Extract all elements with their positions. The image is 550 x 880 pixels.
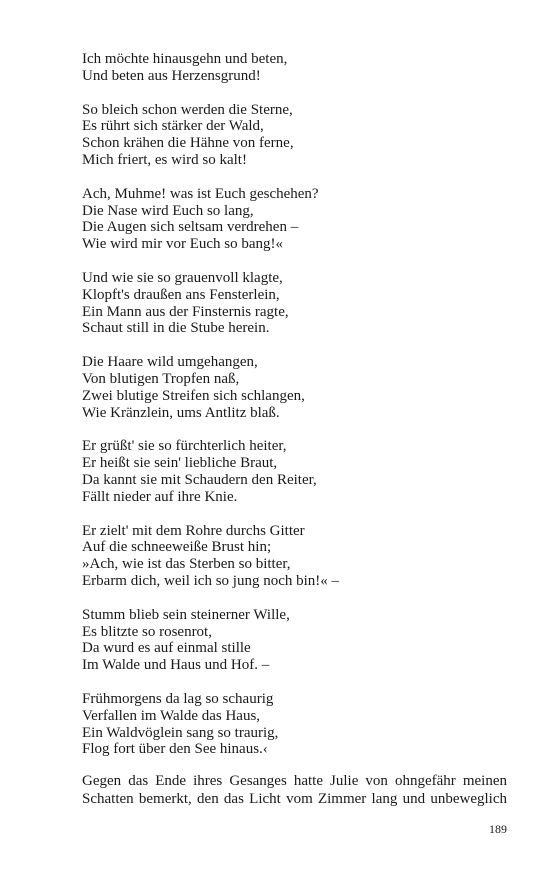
prose-line: Gegen das Ende ihres Gesanges hatte Julie von ohngefähr meinen [82, 773, 507, 789]
poem-line: Er grüßt' sie so fürchterlich heiter, [82, 438, 287, 455]
poem-line: Die Augen sich seltsam verdrehen – [82, 219, 299, 236]
stanza-5 [82, 354, 512, 421]
poem-line: Er zielt' mit dem Rohre durchs Gitter [82, 522, 305, 539]
poem-line: Von blutigen Tropfen naß, [82, 370, 240, 387]
prose-paragraph [82, 773, 507, 808]
poem-line: Die Nase wird Euch so lang, [82, 202, 254, 219]
poem-line: Ach, Muhme! was ist Euch geschehen? [82, 185, 319, 202]
poem-line: Frühmorgens da lag so schaurig [82, 690, 274, 707]
poem-line: »Ach, wie ist das Sterben so bitter, [82, 556, 291, 573]
poem-line: Stumm blieb sein steinerner Wille, [82, 606, 290, 623]
poem-line: Schon krähen die Hähne von ferne, [82, 135, 294, 152]
poem-line: Wie wird mir vor Euch so bang!« [82, 236, 284, 253]
poem [82, 51, 512, 775]
prose-line: Schatten bemerkt, den das Licht vom Zimmer lang und unbeweglich [82, 790, 507, 807]
stanza-2 [82, 102, 512, 169]
poem-line: Die Haare wild umgehangen, [82, 354, 258, 371]
poem-line: Es blitzte so rosenrot, [82, 623, 212, 640]
poem-line: Da wurd es auf einmal stille [82, 640, 251, 657]
poem-line: Und wie sie so grauenvoll klagte, [82, 269, 283, 286]
stanza-3 [82, 186, 512, 253]
poem-line: Erbarm dich, weil ich so jung noch bin!« – [82, 572, 340, 589]
poem-line: Ich möchte hinausgehn und beten, [82, 51, 288, 67]
poem-line: So bleich schon werden die Sterne, [82, 101, 293, 118]
poem-line: Ein Mann aus der Finsternis ragte, [82, 303, 289, 320]
page-number: 189 [489, 822, 507, 836]
poem-line: Wie Kränzlein, ums Antlitz blaß. [82, 404, 280, 421]
poem-line: Verfallen im Walde das Haus, [82, 707, 261, 724]
stanza-4 [82, 270, 512, 337]
poem-line: Da kannt sie mit Schaudern den Reiter, [82, 471, 317, 488]
stanza-8 [82, 607, 512, 674]
stanza-1 [82, 51, 512, 85]
poem-line: Auf die schneeweiße Brust hin; [82, 539, 272, 556]
poem-line: Es rührt sich stärker der Wald, [82, 118, 264, 135]
stanza-6 [82, 438, 512, 505]
poem-line: Schaut still in die Stube herein. [82, 320, 270, 337]
poem-line: Ein Waldvöglein sang so traurig, [82, 724, 279, 741]
poem-line: Flog fort über den See hinaus.‹ [82, 741, 268, 758]
poem-line: Im Walde und Haus und Hof. – [82, 657, 270, 674]
poem-line: Zwei blutige Streifen sich schlangen, [82, 387, 305, 404]
poem-line: Er heißt sie sein' liebliche Braut, [82, 455, 278, 472]
stanza-7 [82, 523, 512, 590]
poem-line: Fällt nieder auf ihre Knie. [82, 488, 238, 505]
poem-line: Und beten aus Herzensgrund! [82, 67, 261, 84]
stanza-9 [82, 691, 512, 758]
poem-line: Mich friert, es wird so kalt! [82, 151, 247, 168]
poem-line: Klopft's draußen ans Fensterlein, [82, 286, 280, 303]
